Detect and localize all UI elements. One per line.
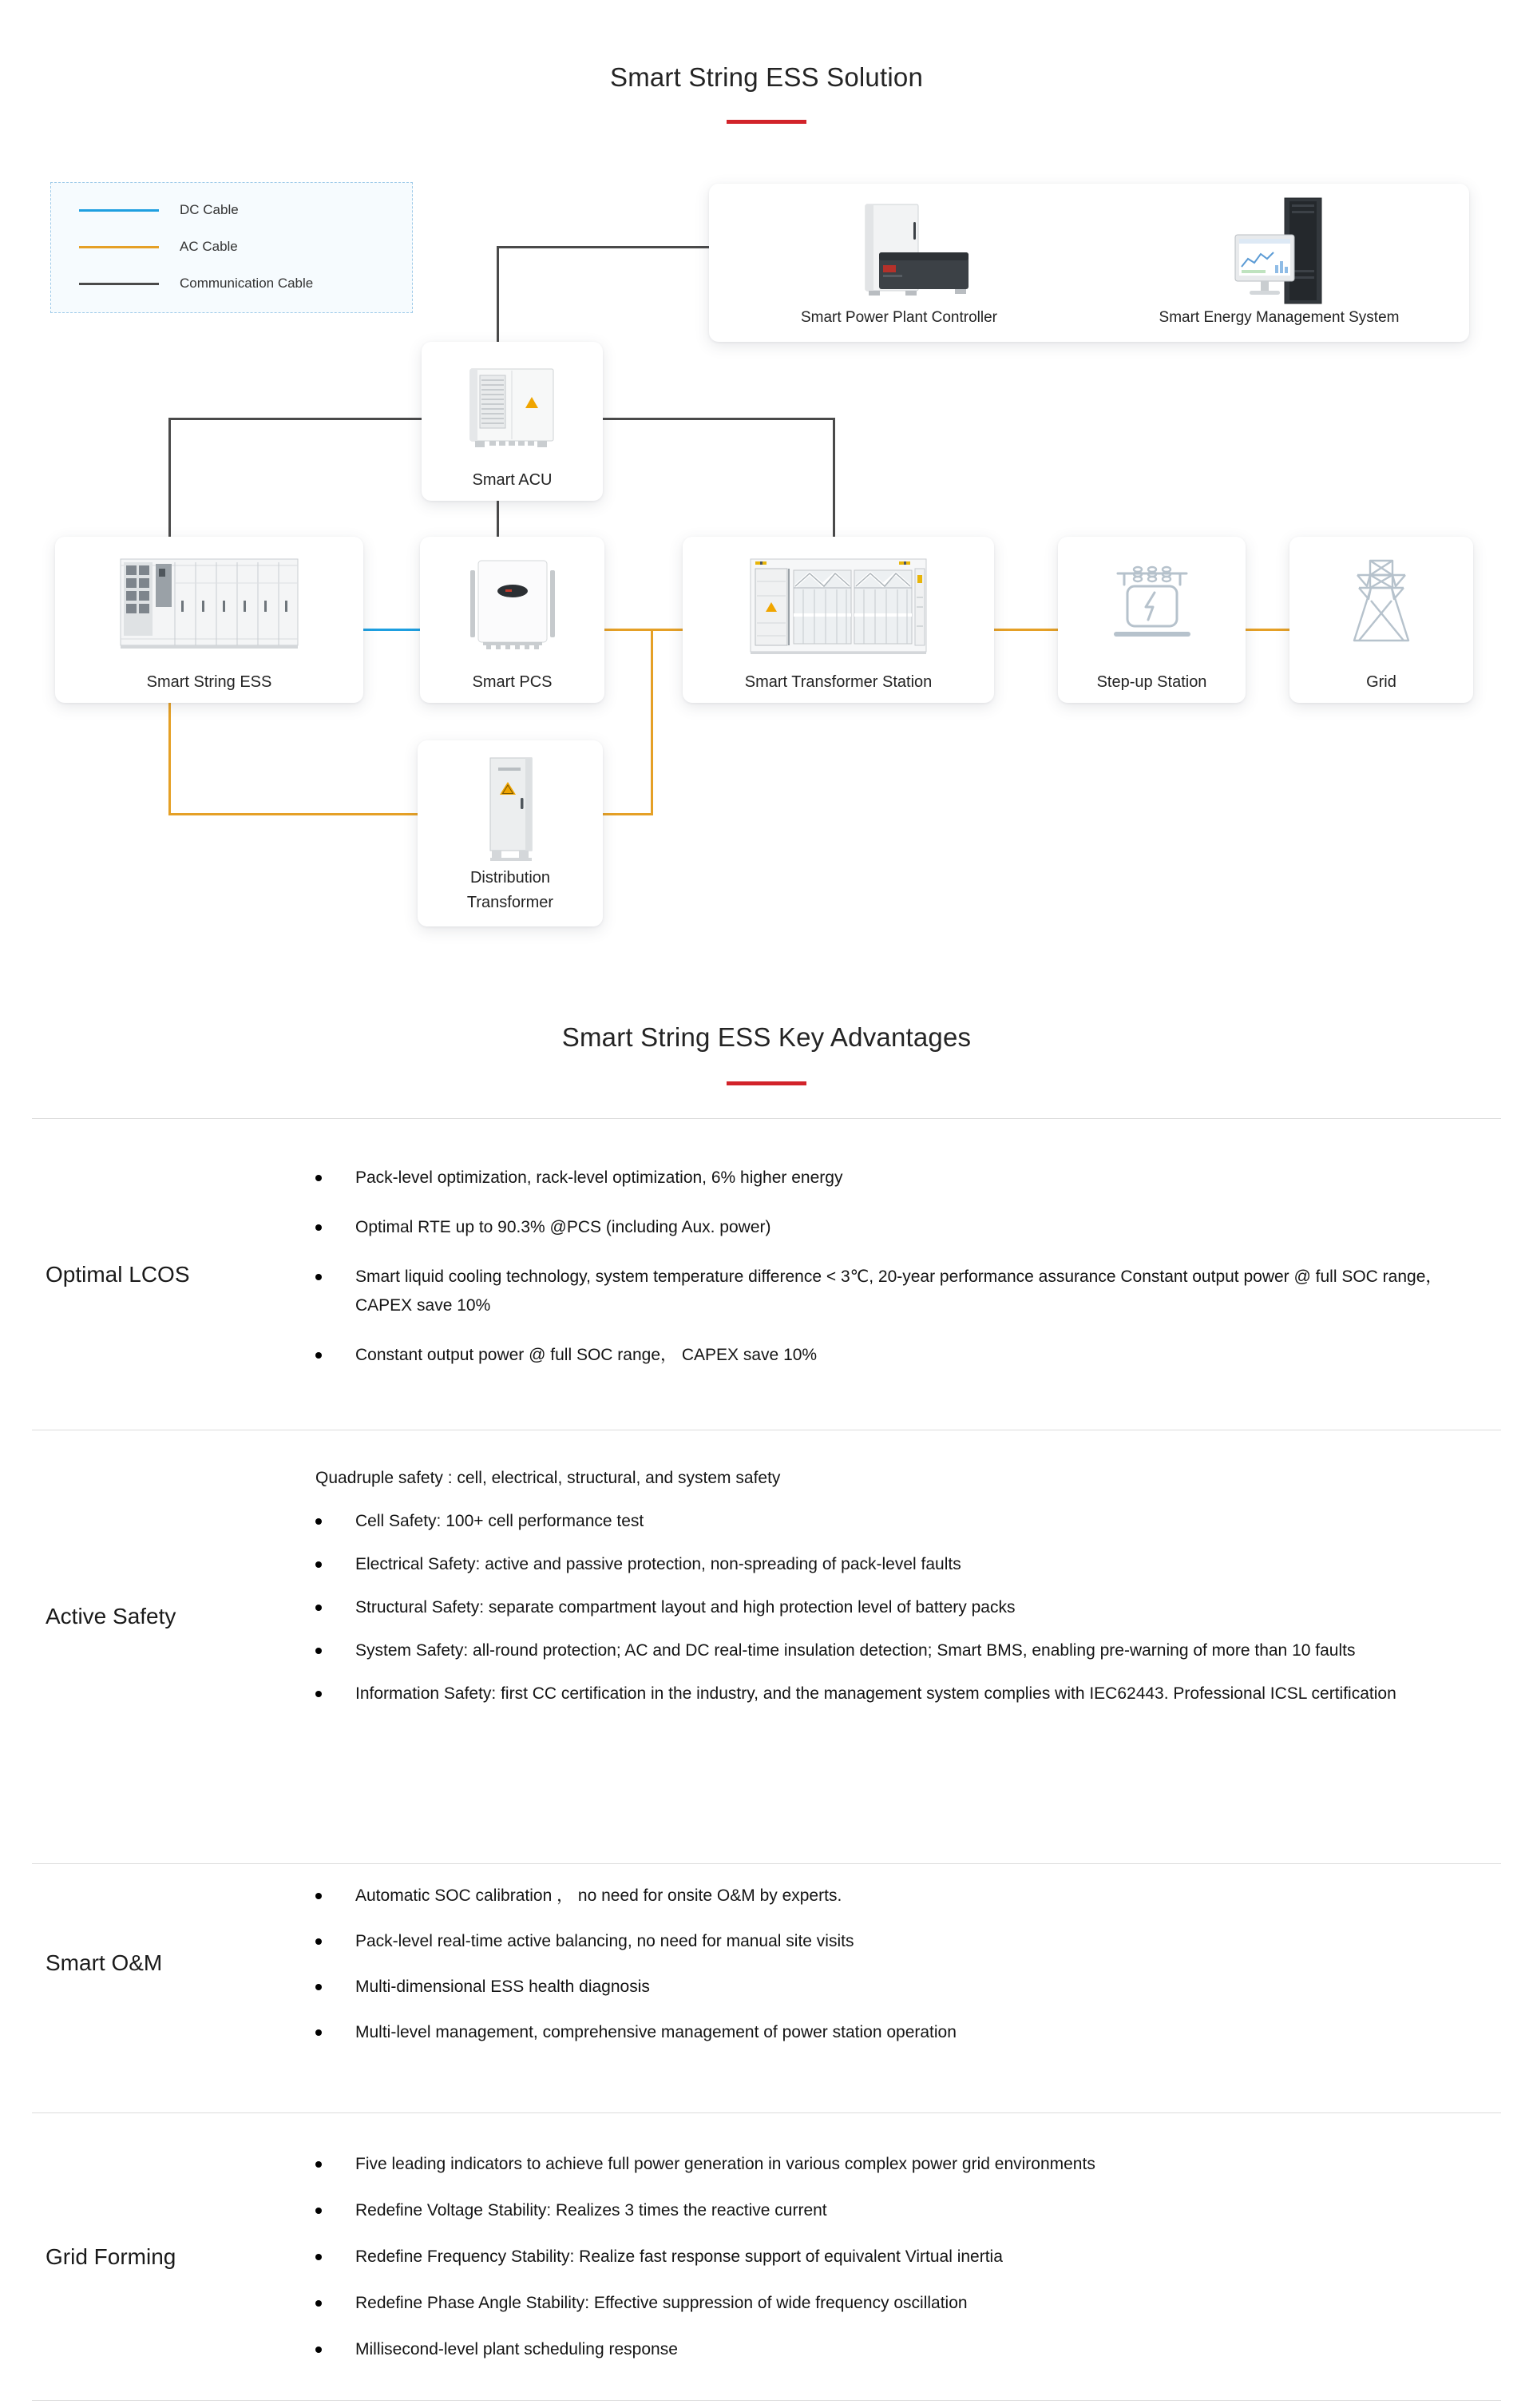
distribution-transformer-card — [418, 740, 603, 926]
section-label: Optimal LCOS — [46, 1261, 190, 1287]
bullet-icon — [315, 1984, 322, 1990]
section-intro: Quadruple safety : cell, electrical, structural, and system safety — [315, 1469, 781, 1487]
bullet-item — [315, 1550, 1501, 1579]
bullet-text: Smart liquid cooling technology, system temperature difference < 3℃, 20-year performance assurance Constant output power @ full SOC range， CAPEX save 10% — [355, 1267, 1443, 1315]
acu-image — [453, 359, 572, 457]
bullet-icon — [315, 2347, 322, 2353]
bullet-icon — [315, 2300, 322, 2307]
section-smart-om — [32, 1863, 1501, 2112]
bullet-icon — [315, 2029, 322, 2036]
bullet-item — [315, 1263, 1501, 1320]
bullet-item — [315, 2289, 1501, 2318]
ac-cable-pcs-to-sts — [603, 629, 684, 631]
bottom-divider — [32, 2400, 1501, 2401]
bullet-item — [315, 2196, 1501, 2225]
comm-cable-acu-to-sts-h — [602, 418, 835, 420]
title-underline — [727, 120, 806, 124]
ac-cable-dt-left — [168, 813, 420, 815]
legend-label: Communication Cable — [180, 276, 314, 291]
step-up-station-card — [1058, 537, 1246, 703]
bullet-icon — [315, 1518, 322, 1525]
ac-cable-stepup-to-grid — [1244, 629, 1292, 631]
ess-container-image — [109, 551, 309, 657]
legend-label: DC Cable — [180, 202, 239, 217]
legend-item — [79, 276, 313, 292]
bullet-text: Constant output power @ full SOC range， CAPEX save 10% — [355, 1346, 818, 1364]
comm-cable-acu-to-ess-v — [168, 418, 171, 539]
ac-cable-dt-right — [601, 813, 653, 815]
grid-label: Grid — [1366, 673, 1396, 691]
controller-cell — [709, 184, 1089, 342]
bullet-icon — [315, 1352, 322, 1359]
bullet-item — [315, 1882, 1501, 1910]
bullet-text: Information Safety: first CC certification in the industry, and the management system complies with IEC62443. Professional ICSL certification — [355, 1684, 1396, 1703]
bullet-icon — [315, 2208, 322, 2214]
bullet-item — [315, 1973, 1501, 2001]
bullet-text: Redefine Voltage Stability: Realizes 3 times the reactive current — [355, 2201, 827, 2220]
bullet-item — [315, 2335, 1501, 2364]
acu-label: Smart ACU — [472, 471, 553, 489]
acu-card — [422, 342, 603, 501]
bullet-text: Optimal RTE up to 90.3% @PCS (including Aux. power) — [355, 1218, 771, 1236]
bullet-item — [315, 1507, 1501, 1536]
bullet-item — [315, 2150, 1501, 2179]
bullet-text: Millisecond-level plant scheduling response — [355, 2340, 678, 2358]
section-label: Grid Forming — [46, 2243, 176, 2269]
comm-cable-acu-to-pcs — [497, 499, 499, 539]
distribution-transformer-label: Distribution Transformer — [466, 869, 554, 911]
advantages-title: Smart String ESS Key Advantages — [561, 1022, 972, 1052]
pcs-image — [453, 553, 572, 657]
cable-color-swatch — [79, 209, 159, 212]
bullet-text: Multi-level management, comprehensive management of power station operation — [355, 2023, 957, 2041]
cable-color-swatch — [79, 246, 159, 248]
bullet-icon — [315, 1691, 322, 1697]
ems-cell — [1089, 184, 1469, 342]
legend-item — [79, 239, 238, 255]
bullet-icon — [315, 2161, 322, 2168]
legend-item — [79, 202, 239, 218]
section-label: Smart O&M — [46, 1950, 163, 1975]
bullet-icon — [315, 1175, 322, 1181]
section-label: Active Safety — [46, 1604, 176, 1628]
bullet-text: Redefine Frequency Stability: Realize fast response support of equivalent Virtual inertia — [355, 2247, 1003, 2266]
bullet-text: Automatic SOC calibration ， no need for onsite O&M by experts. — [355, 1886, 842, 1905]
bullet-text: System Safety: all-round protection; AC and DC real-time insulation detection; Smart BMS, enabling pre-warning of more than 10 faults — [355, 1641, 1356, 1660]
cable-color-swatch — [79, 283, 159, 285]
comm-cable-acu-to-controller-v — [497, 246, 499, 343]
distribution-transformer-image — [458, 752, 562, 863]
bullet-list — [315, 1164, 1501, 1390]
bullet-icon — [315, 1893, 322, 1899]
controller-label: Smart Power Plant Controller — [800, 309, 998, 326]
grid-card — [1289, 537, 1473, 703]
bullet-item — [315, 2243, 1501, 2271]
legend-label: AC Cable — [180, 239, 238, 254]
section-optimal-lcos — [32, 1118, 1501, 1430]
bullet-list — [315, 1507, 1501, 1723]
bullet-icon — [315, 1605, 322, 1611]
pcs-card — [420, 537, 604, 703]
bullet-text: Redefine Phase Angle Stability: Effective suppression of wide frequency oscillation — [355, 2294, 968, 2312]
transformer-station-image — [743, 549, 934, 660]
bullet-icon — [315, 1938, 322, 1945]
bullet-list — [315, 1882, 1501, 2064]
step-up-station-icon — [1100, 557, 1204, 650]
cable-legend — [50, 182, 413, 313]
bullet-item — [315, 1164, 1501, 1192]
bullet-icon — [315, 1224, 322, 1231]
bullet-item — [315, 1636, 1501, 1665]
dc-cable-ess-to-pcs — [362, 629, 422, 631]
bullet-item — [315, 1341, 1501, 1370]
step-up-station-label: Step-up Station — [1096, 673, 1207, 691]
ems-label: Smart Energy Management System — [1159, 309, 1400, 326]
bullet-icon — [315, 1561, 322, 1568]
bullet-list — [315, 2150, 1501, 2382]
section-active-safety — [32, 1430, 1501, 1863]
bullet-icon — [315, 2254, 322, 2260]
power-plant-controller-image — [819, 198, 979, 310]
management-card — [709, 184, 1469, 342]
ac-cable-junction-down — [651, 629, 653, 815]
ems-image — [1211, 193, 1347, 313]
bullet-text: Multi-dimensional ESS health diagnosis — [355, 1978, 650, 1996]
transformer-station-card — [683, 537, 994, 703]
bullet-text: Pack-level real-time active balancing, no need for manual site visits — [355, 1932, 854, 1950]
bullet-text: Pack-level optimization, rack-level optimization, 6% higher energy — [355, 1168, 843, 1187]
bullet-text: Five leading indicators to achieve full power generation in various complex power grid environments — [355, 2155, 1095, 2173]
bullet-item — [315, 1927, 1501, 1956]
bullet-item — [315, 1213, 1501, 1242]
comm-cable-acu-to-controller-h — [497, 246, 711, 248]
transformer-station-label: Smart Transformer Station — [744, 673, 933, 691]
bullet-item — [315, 1680, 1501, 1708]
bullet-icon — [315, 1274, 322, 1280]
grid-pylon-icon — [1333, 554, 1429, 650]
ac-cable-ess-down — [168, 701, 171, 815]
bullet-item — [315, 2018, 1501, 2047]
bullet-text: Structural Safety: separate compartment layout and high protection level of battery packs — [355, 1598, 1016, 1617]
ess-card — [55, 537, 363, 703]
bullet-text: Electrical Safety: active and passive protection, non-spreading of pack-level faults — [355, 1555, 961, 1573]
section-grid-forming — [32, 2112, 1501, 2400]
pcs-label: Smart PCS — [472, 673, 553, 691]
solution-title: Smart String ESS Solution — [609, 62, 923, 92]
bullet-text: Cell Safety: 100+ cell performance test — [355, 1512, 644, 1530]
bullet-item — [315, 1593, 1501, 1622]
ess-label: Smart String ESS — [146, 673, 272, 691]
comm-cable-acu-to-ess-h — [168, 418, 422, 420]
bullet-icon — [315, 1648, 322, 1654]
ac-cable-sts-to-stepup — [994, 629, 1060, 631]
advantages-title-underline — [727, 1081, 806, 1085]
